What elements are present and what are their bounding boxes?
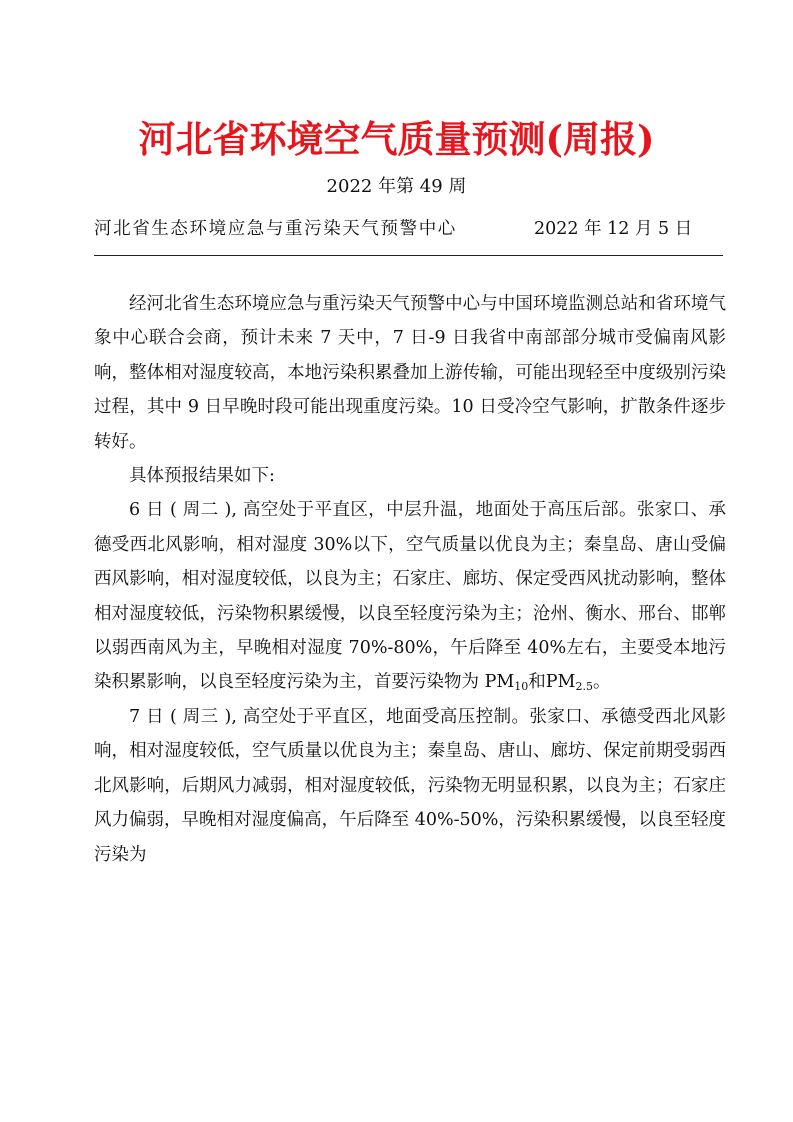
forecast-lead: 具体预报结果如下: [129, 466, 275, 487]
pm25-label [546, 672, 593, 692]
and-text: 和 [528, 672, 546, 693]
pm25-base: PM [545, 672, 576, 693]
report-title: 河北省环境空气质量预测(周报) [138, 117, 655, 161]
day7-paragraph: 7 日 ( 周三 ), 高空处于平直区，地面受高压控制。张家口、承德受西北风影响，相对湿度较低，空气质量以优良为主；秦皇岛、唐山、廊坊、保定前期受弱西北风影响，后期风力减弱，相对湿度较低，污染物无明显积累，以良为主；石家庄风力偏弱，早晚相对湿度偏高，午后降至 40%-50%，污染积累缓慢，以良至轻度污染为 [94, 706, 726, 865]
day6-paragraph [94, 493, 726, 699]
pm25-subscript: 2.5 [575, 680, 593, 694]
day6-text: 6 日 ( 周二 ), 高空处于平直区，中层升温，地面处于高压后部。张家口、承德受西北风影响，相对湿度 30%以下，空气质量以优良为主；秦皇岛、唐山受偏西风影响，相对湿度较低，以良为主；石家庄、廊坊、保定受西风扰动影响，整体相对湿度较低，污染物积累缓慢，以良至轻度污染为主；沧州、衡水、邢台、邯郸以弱西南风为主，早晚相对湿度 70%-80%，午后降至 40%左右，主要受本地污染积累影响，以良至轻度污染为主，首要污染物为 [94, 500, 726, 693]
issue-date: 2022 年 12 月 5 日 [534, 219, 693, 239]
header-divider [94, 255, 723, 256]
issuing-organization: 河北省生态环境应急与重污染天气预警中心 [94, 219, 457, 239]
issuer-line [94, 216, 726, 242]
intro-paragraph: 经河北省生态环境应急与重污染天气预警中心与中国环境监测总站和省环境气象中心联合会商，预计未来 7 天中，7 日-9 日我省中南部部分城市受偏南风影响，整体相对湿度较高，本地污染积累叠加上游传输，可能出现轻至中度级别污染过程，其中 9 日早晚时段可能出现重度污染。10 日受冷空气影响，扩散条件逐步转好。 [94, 294, 726, 452]
pm10-subscript: 10 [514, 680, 529, 694]
pm10-base: PM [484, 672, 515, 693]
day6-end: 。 [592, 672, 611, 693]
issue-number: 2022 年第 49 周 [326, 176, 467, 197]
report-body [94, 287, 726, 872]
pm10-label [485, 672, 529, 692]
